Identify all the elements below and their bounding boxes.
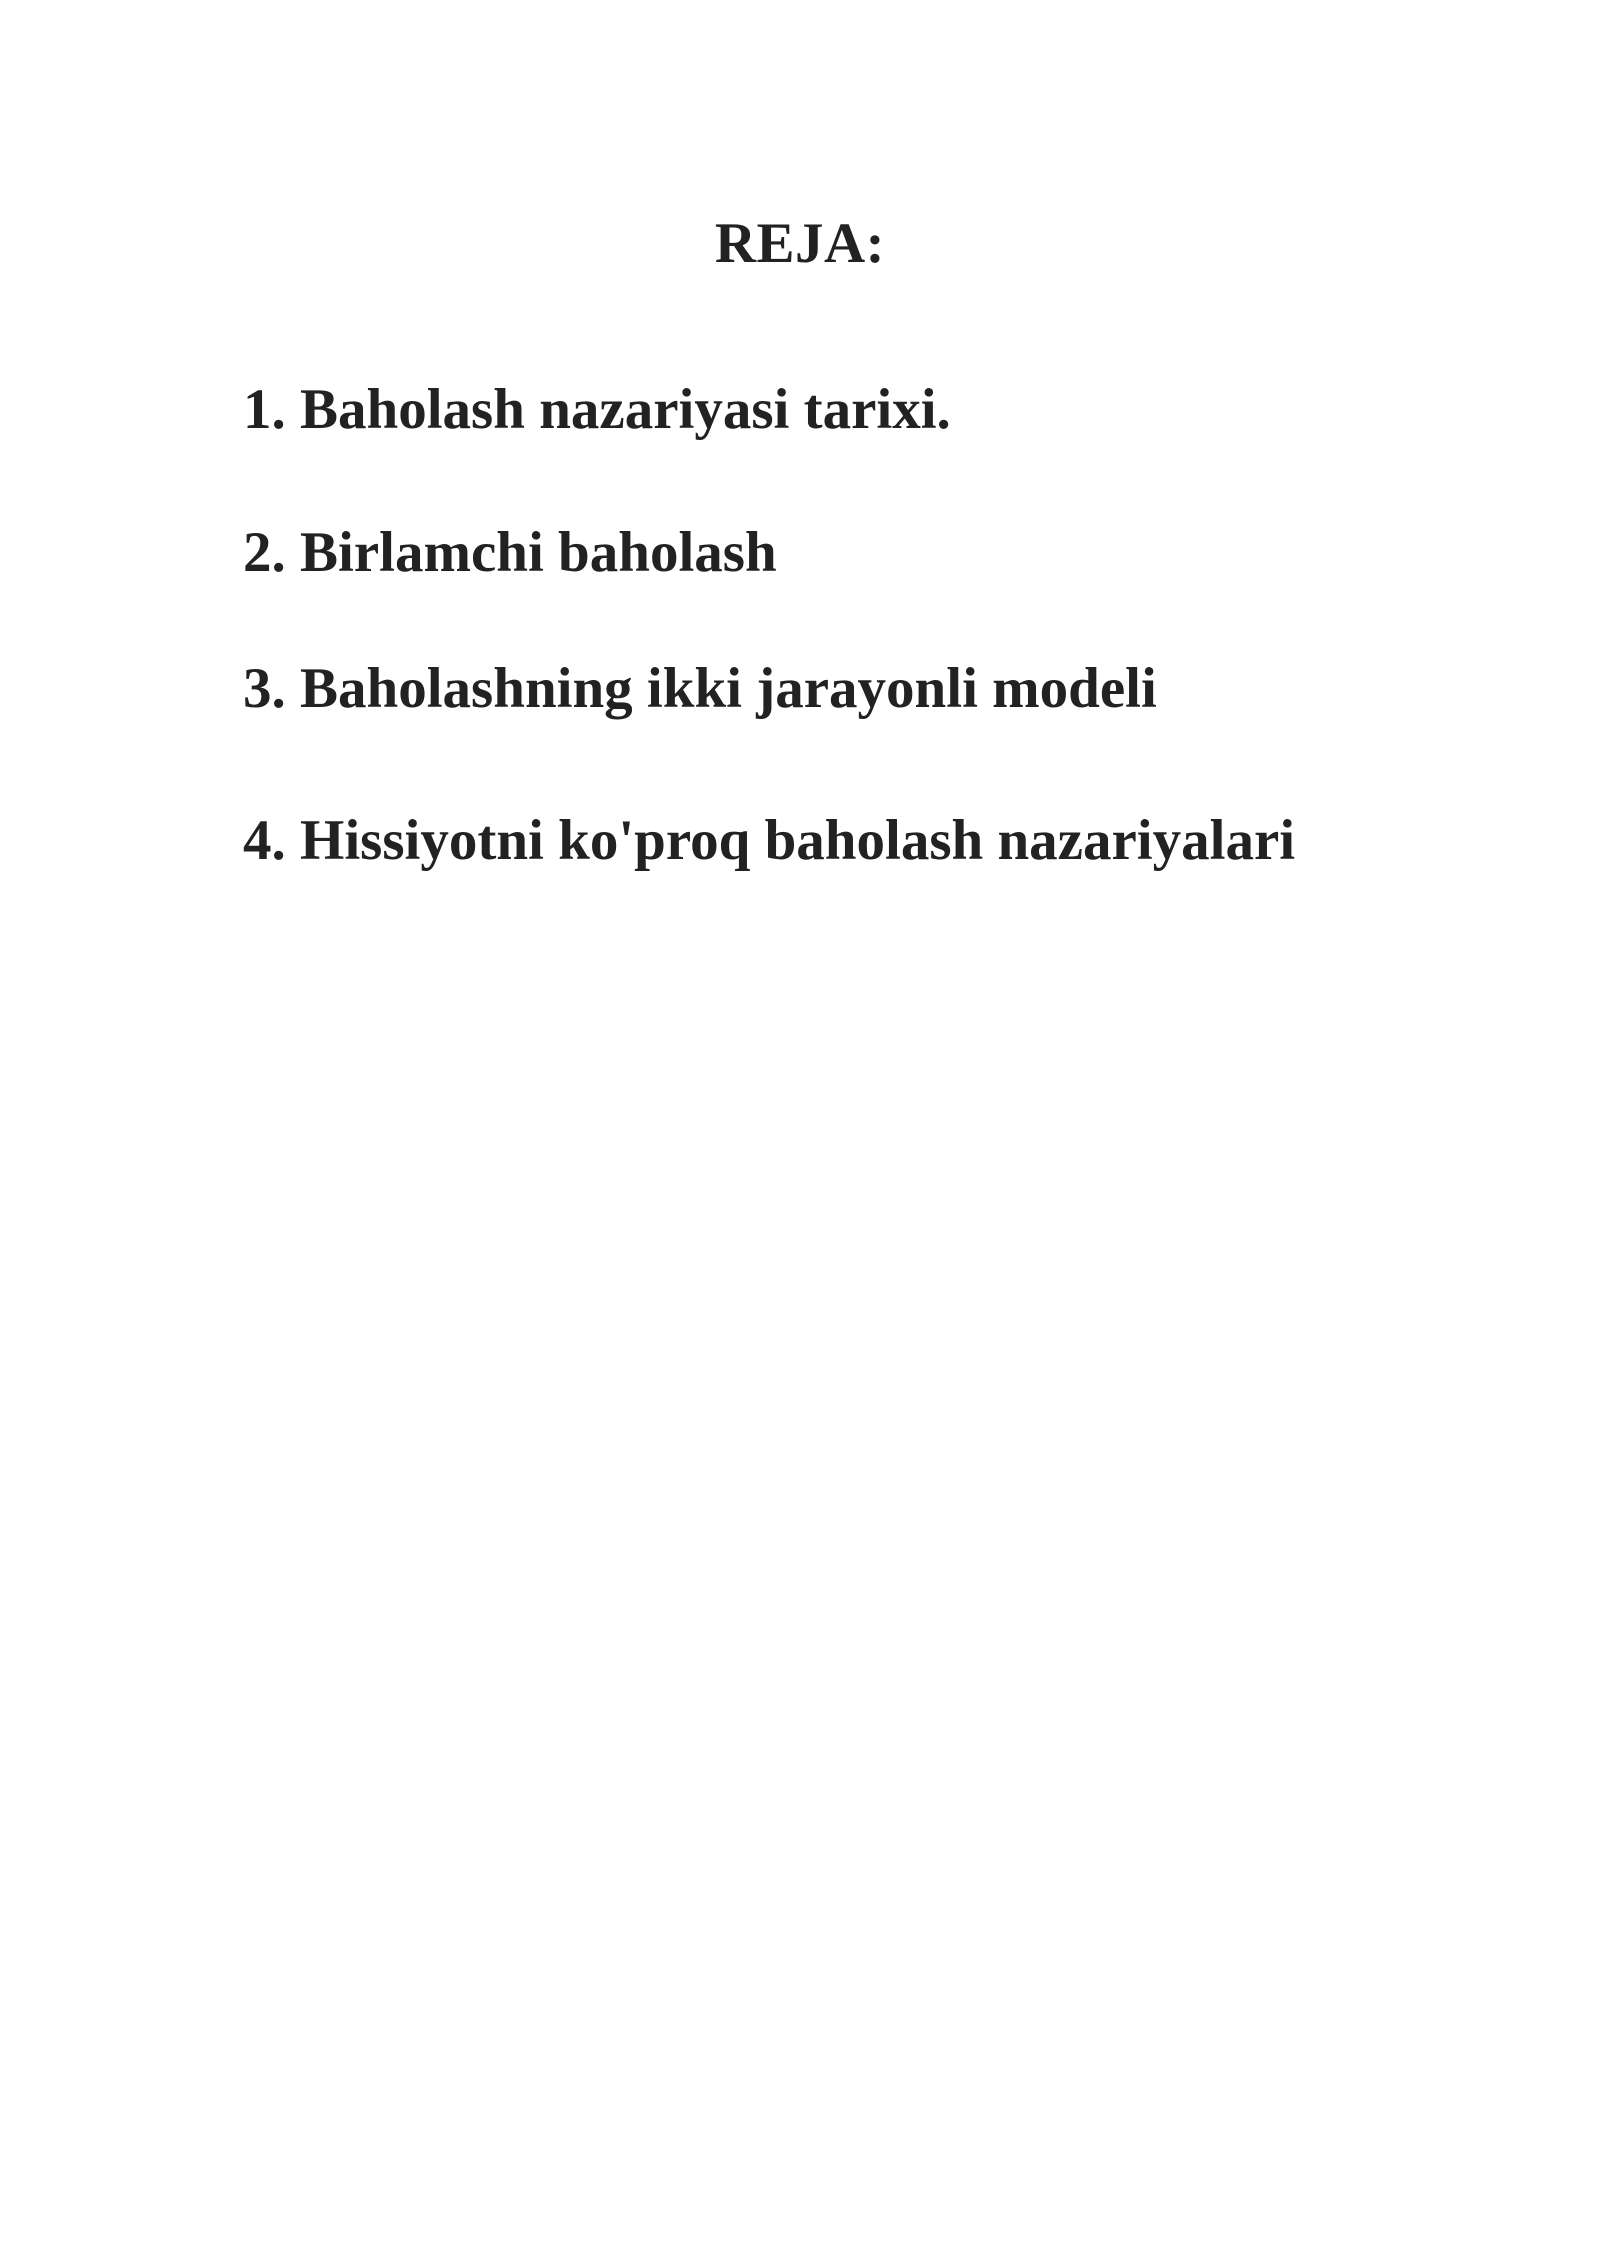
list-item-number: 3. bbox=[243, 657, 286, 720]
page-title: REJA: bbox=[714, 212, 886, 275]
list-item bbox=[243, 375, 951, 445]
list-item bbox=[243, 806, 1295, 876]
list-item-number: 1. bbox=[243, 378, 286, 441]
list-item-text: Baholashning ikki jarayonli modeli bbox=[300, 657, 1157, 720]
list-item bbox=[243, 518, 777, 588]
list-item bbox=[243, 654, 1157, 724]
list-item-text: Baholash nazariyasi tarixi. bbox=[300, 378, 951, 441]
list-item-text: Birlamchi baholash bbox=[300, 521, 777, 584]
list-item-number: 2. bbox=[243, 521, 286, 584]
list-item-text: Hissiyotni ko'proq baholash nazariyalari bbox=[300, 809, 1296, 872]
list-item-number: 4. bbox=[243, 809, 286, 872]
